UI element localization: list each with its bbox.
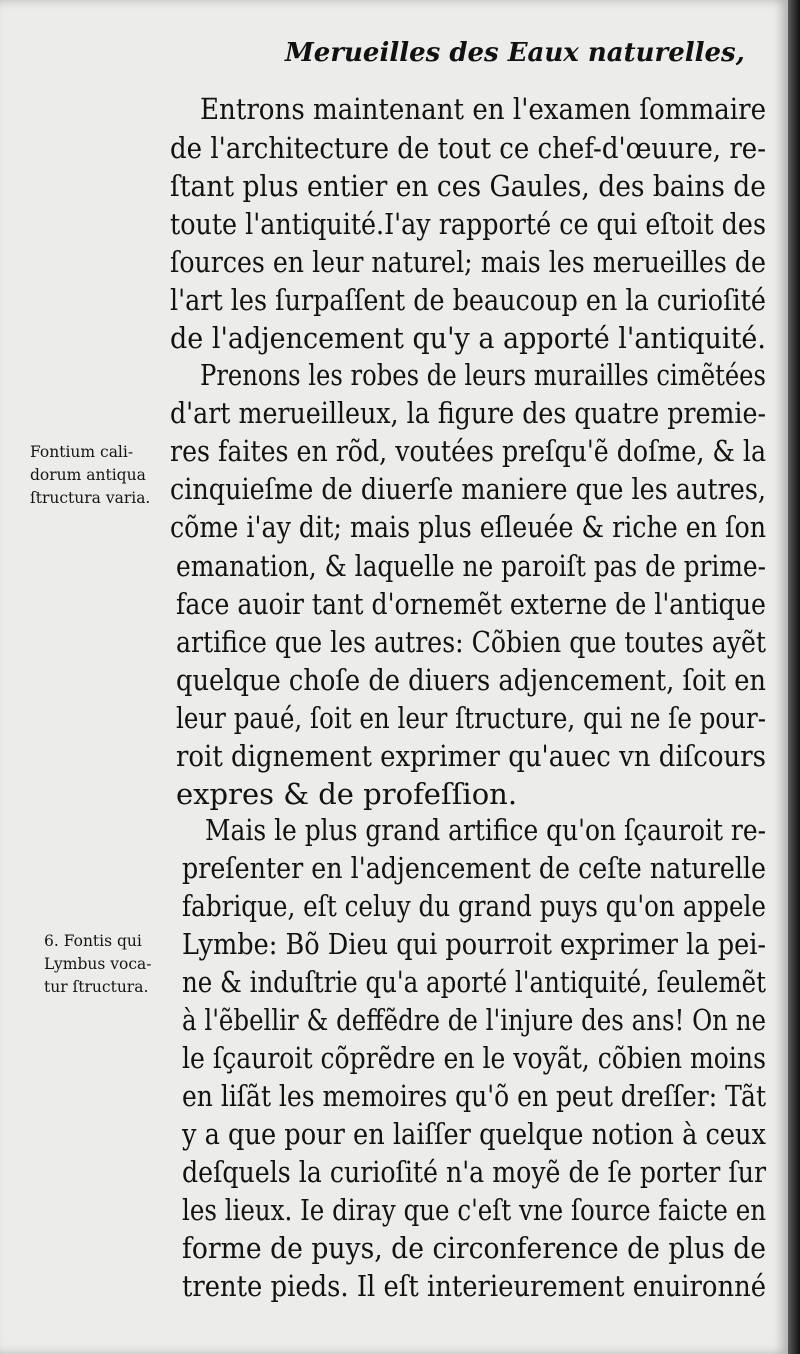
- text-line: expres & de profeſſion.: [176, 777, 518, 811]
- text-line: trente pieds. Il eſt interieurement enuironné: [182, 1269, 767, 1303]
- text-line: emanation, & laquelle ne paroiſt pas de prime-: [176, 549, 767, 583]
- margin-note-line: 6. Fontis qui: [44, 932, 142, 950]
- text-line: artifice que les autres: Cõbien que toutes ayẽt: [176, 625, 766, 659]
- text-line: Mais le plus grand artifice qu'on ſçauroit re-: [205, 813, 767, 847]
- text-line: cõme i'ay dit; mais plus eſleuée & riche en ſon: [170, 510, 766, 544]
- text-line: de l'adjencement qu'y a apporté l'antiquité.: [170, 321, 766, 355]
- text-line: fabrique, eſt celuy du grand puys qu'on appele: [182, 889, 767, 923]
- text-line: roit dignement exprimer qu'auec vn diſcours: [176, 739, 766, 773]
- text-line: cinquieſme de diuerſe maniere que les autres,: [170, 472, 767, 506]
- text-line: le ſçauroit cõprẽdre en le voyãt, cõbien moins: [182, 1041, 766, 1075]
- text-line: de l'architecture de tout ce chef-d'œuure, re-: [170, 131, 766, 165]
- text-line: ne & induſtrie qu'a aporté l'antiquité, ſeulemẽt: [182, 965, 766, 999]
- margin-note-line: Fontium cali-: [30, 443, 134, 461]
- text-line: preſenter en l'adjencement de ceſte naturelle: [182, 851, 767, 885]
- margin-note-line: ſtructura varia.: [30, 489, 151, 507]
- text-line: res faites en rõd, voutées preſqu'ẽ doſme, & la: [170, 434, 767, 468]
- text-line: leur paué, ſoit en leur ſtructure, qui ne ſe pour-: [176, 701, 767, 735]
- margin-note-line: dorum antiqua: [30, 466, 146, 484]
- text-line: ſtant plus entier en ces Gaules, des bains de: [170, 169, 766, 203]
- margin-note-line: tur ſtructura.: [44, 978, 149, 996]
- text-line: d'art merueilleux, la figure des quatre premie-: [170, 396, 767, 430]
- text-line: deſquels la curioſité n'a moyẽ de ſe porter ſur: [182, 1155, 767, 1189]
- page-edge-shadow: [788, 0, 800, 1354]
- text-line: les lieux. Ie diray que c'eſt vne ſource faicte en: [182, 1193, 767, 1227]
- text-line: Prenons les robes de leurs murailles cimẽtées: [200, 358, 766, 392]
- text-line: Entrons maintenant en l'examen ſommaire: [200, 92, 767, 126]
- text-line: ſources en leur naturel; mais les merueilles de: [170, 245, 766, 279]
- text-line: quelque choſe de diuers adjencement, ſoit en: [176, 663, 766, 697]
- text-line: à l'ẽbellir & deffẽdre de l'injure des ans! On ne: [182, 1003, 766, 1037]
- text-line: toute l'antiquité.I'ay rapporté ce qui eſtoit des: [170, 207, 766, 241]
- text-line: face auoir tant d'ornemẽt externe de l'antique: [176, 587, 766, 621]
- running-header: Merueilles des Eaux naturelles,: [285, 38, 745, 68]
- text-line: forme de puys, de circonference de plus de: [182, 1231, 767, 1265]
- text-line: y a que pour en laiſſer quelque notion à ceux: [182, 1117, 767, 1151]
- text-line: Lymbe: Bõ Dieu qui pourroit exprimer la pei-: [182, 927, 767, 961]
- text-line: en liſãt les memoires qu'õ en peut dreſſer: Tãt: [182, 1079, 767, 1113]
- margin-note-line: Lymbus voca-: [44, 955, 152, 973]
- text-line: l'art les ſurpaſſent de beaucoup en la curioſité: [170, 283, 766, 317]
